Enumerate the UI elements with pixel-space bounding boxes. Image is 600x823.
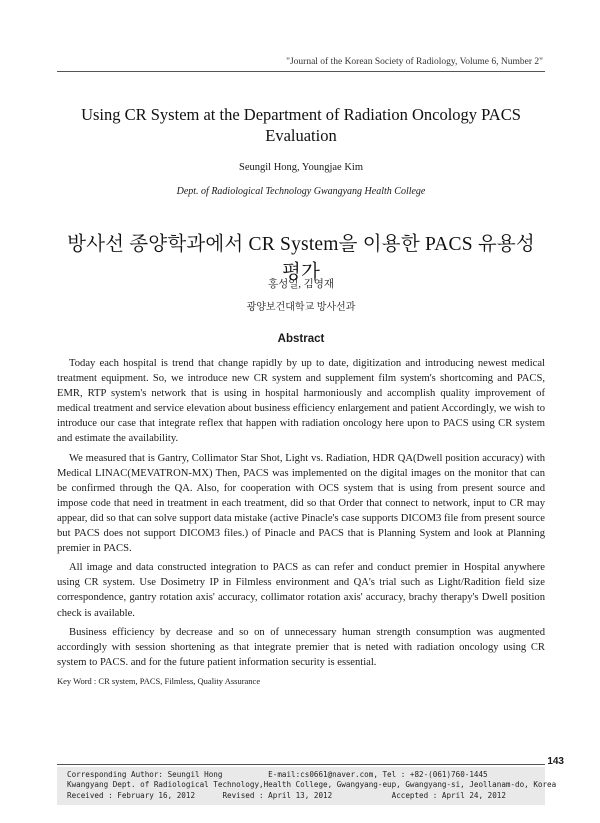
author-address: Kwangyang Dept. of Radiological Technology,Health College, Gwangyang-eup, Gwangyang-si, Jeollanam-do, Korea [67,780,557,790]
footnote-corresponding-line [67,770,535,780]
footer-rule [57,764,545,765]
abstract-paragraph-2: We measured that is Gantry, Collimator Star Shot, Light vs. Radiation, HDR QA(Dwell position accuracy) with Medical LINAC(MEVATRON-MX) Then, PACS was implemented on the digital images on the monitor that can be confirmed through the QA. Also, for cooperation with OCS system that is using from present source and impose code that need in treatment in each treatment, did so that Order that connect to network, input to CR may appear, did so that can solve support data mistake (active Pinacle's case supports DICOM3 file from present source but PACS does not support DICOM3 files.) of Pinacle and PACS that is Planning System and look at Planning premier in PACS. [57,452,545,555]
footnote-dates-line [67,791,535,801]
received-date: Received : February 16, 2012 [67,790,196,800]
abstract-paragraph-4: Business efficiency by decrease and so on of unnecessary human strength consumption was augmented accordingly with session shortening as that integrate premier that is neted with radiation oncology using CR system to PACS. and for the future patient information security is essential. [57,626,545,668]
title-english-line-1: Using CR System at the Department of Radiation Oncology PACS [81,105,521,124]
abstract-paragraph-3: All image and data constructed integration to PACS as can refer and conduct premier in Hospital anywhere using CR system. Use Dosimetry IP in Filmless environment and QA's trial such as Light/Radition field size correspondence, gantry rotation axis' accuracy, collimator rotation axis' accuracy, brachy therapy's Dwell position check is available. [57,562,545,619]
author-contact: E-mail:cs0661@naver.com, Tel : +82-(061)760-1445 [268,770,488,779]
authors-korean: 홍성일, 김영재 [267,279,335,290]
affiliation-english: Dept. of Radiological Technology Gwangyang Health College [176,186,426,197]
running-head: "Journal of the Korean Society of Radiology, Volume 6, Number 2" [286,57,543,67]
revised-date: Revised : April 13, 2012 [222,790,333,800]
page-number: 143 [547,756,564,767]
title-english [57,104,545,146]
abstract-body [57,356,545,674]
accepted-date: Accepted : April 24, 2012 [391,790,506,800]
authors-english: Seungil Hong, Youngjae Kim [239,162,363,173]
title-korean: 방사선 종양학과에서 CR System을 이용한 PACS 유용성 평가 [67,234,535,283]
affiliation-korean: 광양보건대학교 방사선과 [246,302,356,313]
abstract-paragraph-1: Today each hospital is trend that change rapidly by up to date, digitization and introducing newest medical treatment equipment. So, we introduce new CR system and supplement film system's shortcoming and PACS, EMR, RTP system's network that is using in hospital harmoniously and accomplish quality improvement of medical treatment and service elevation about business efficiency enlargement and patient Accordingly, we wish to introduce our case that integrate reflex that happen with radiation oncology here upon to PACS using CR system and estimate the availability. [57,358,545,445]
abstract-heading: Abstract [277,333,325,345]
author-footnote [57,767,557,805]
corresponding-author: Corresponding Author: Seungil Hong [67,770,223,779]
keywords: Key Word : CR system, PACS, Filmless, Quality Assurance [57,676,261,686]
header-rule [57,71,545,72]
title-english-line-2: Evaluation [265,126,337,145]
